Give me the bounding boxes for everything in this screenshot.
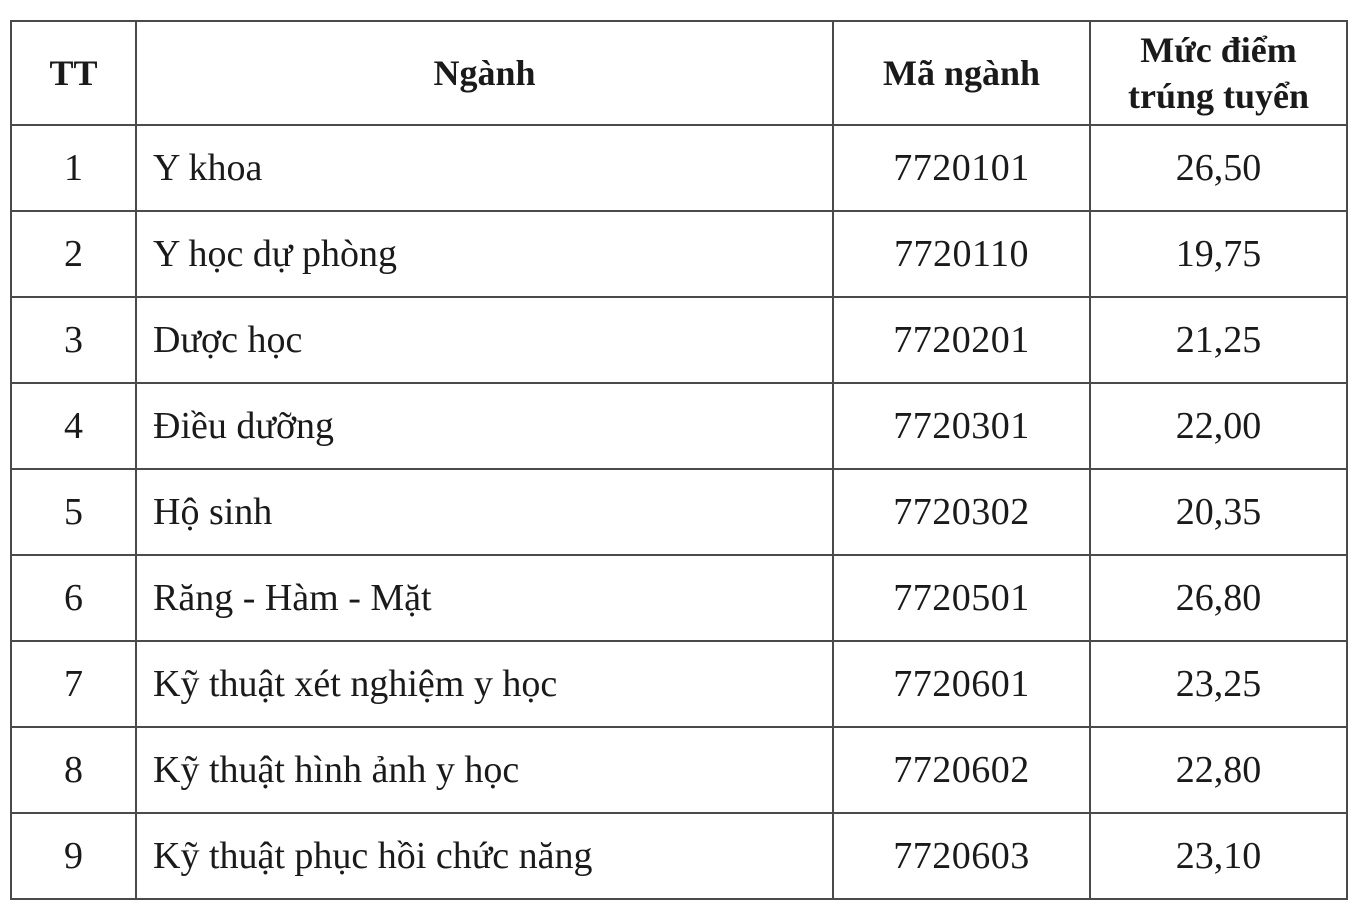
row-tt: 5: [11, 469, 136, 555]
row-tt: 1: [11, 125, 136, 211]
table-row: [11, 469, 1347, 555]
row-major-code: 7720110: [833, 211, 1090, 297]
table-row: [11, 125, 1347, 211]
row-tt: 4: [11, 383, 136, 469]
table-row: [11, 813, 1347, 899]
row-score: 26,80: [1090, 555, 1347, 641]
row-major: Răng - Hàm - Mặt: [136, 555, 833, 641]
row-major: Y khoa: [136, 125, 833, 211]
row-major-code: 7720101: [833, 125, 1090, 211]
row-major-code: 7720301: [833, 383, 1090, 469]
table-row: [11, 297, 1347, 383]
table-row: [11, 383, 1347, 469]
row-major: Kỹ thuật xét nghiệm y học: [136, 641, 833, 727]
row-major-code: 7720601: [833, 641, 1090, 727]
row-score: 19,75: [1090, 211, 1347, 297]
row-score: 22,00: [1090, 383, 1347, 469]
row-score: 21,25: [1090, 297, 1347, 383]
row-major: Điều dưỡng: [136, 383, 833, 469]
row-score: 23,25: [1090, 641, 1347, 727]
table-body: [11, 125, 1347, 899]
table-row: [11, 727, 1347, 813]
row-major: Y học dự phòng: [136, 211, 833, 297]
header-major: Ngành: [136, 21, 833, 125]
row-major-code: 7720201: [833, 297, 1090, 383]
header-major-code: Mã ngành: [833, 21, 1090, 125]
admission-score-table: [10, 20, 1348, 900]
table-row: [11, 555, 1347, 641]
row-score: 20,35: [1090, 469, 1347, 555]
header-admission-score: [1090, 21, 1347, 125]
row-tt: 2: [11, 211, 136, 297]
row-tt: 9: [11, 813, 136, 899]
row-tt: 3: [11, 297, 136, 383]
admission-score-document: [10, 20, 1346, 902]
row-major: Dược học: [136, 297, 833, 383]
header-admission-score-line2: trúng tuyển: [1127, 76, 1310, 116]
row-major: Kỹ thuật phục hồi chức năng: [136, 813, 833, 899]
row-tt: 8: [11, 727, 136, 813]
row-major: Hộ sinh: [136, 469, 833, 555]
row-major-code: 7720302: [833, 469, 1090, 555]
row-tt: 7: [11, 641, 136, 727]
row-score: 26,50: [1090, 125, 1347, 211]
row-score: 23,10: [1090, 813, 1347, 899]
row-major-code: 7720603: [833, 813, 1090, 899]
header-admission-score-line1: Mức điểm: [1140, 30, 1297, 70]
row-major-code: 7720501: [833, 555, 1090, 641]
row-tt: 6: [11, 555, 136, 641]
table-header: [11, 21, 1347, 125]
row-score: 22,80: [1090, 727, 1347, 813]
row-major-code: 7720602: [833, 727, 1090, 813]
header-tt: TT: [11, 21, 136, 125]
table-row: [11, 641, 1347, 727]
row-major: Kỹ thuật hình ảnh y học: [136, 727, 833, 813]
table-row: [11, 211, 1347, 297]
header-row: [11, 21, 1347, 125]
